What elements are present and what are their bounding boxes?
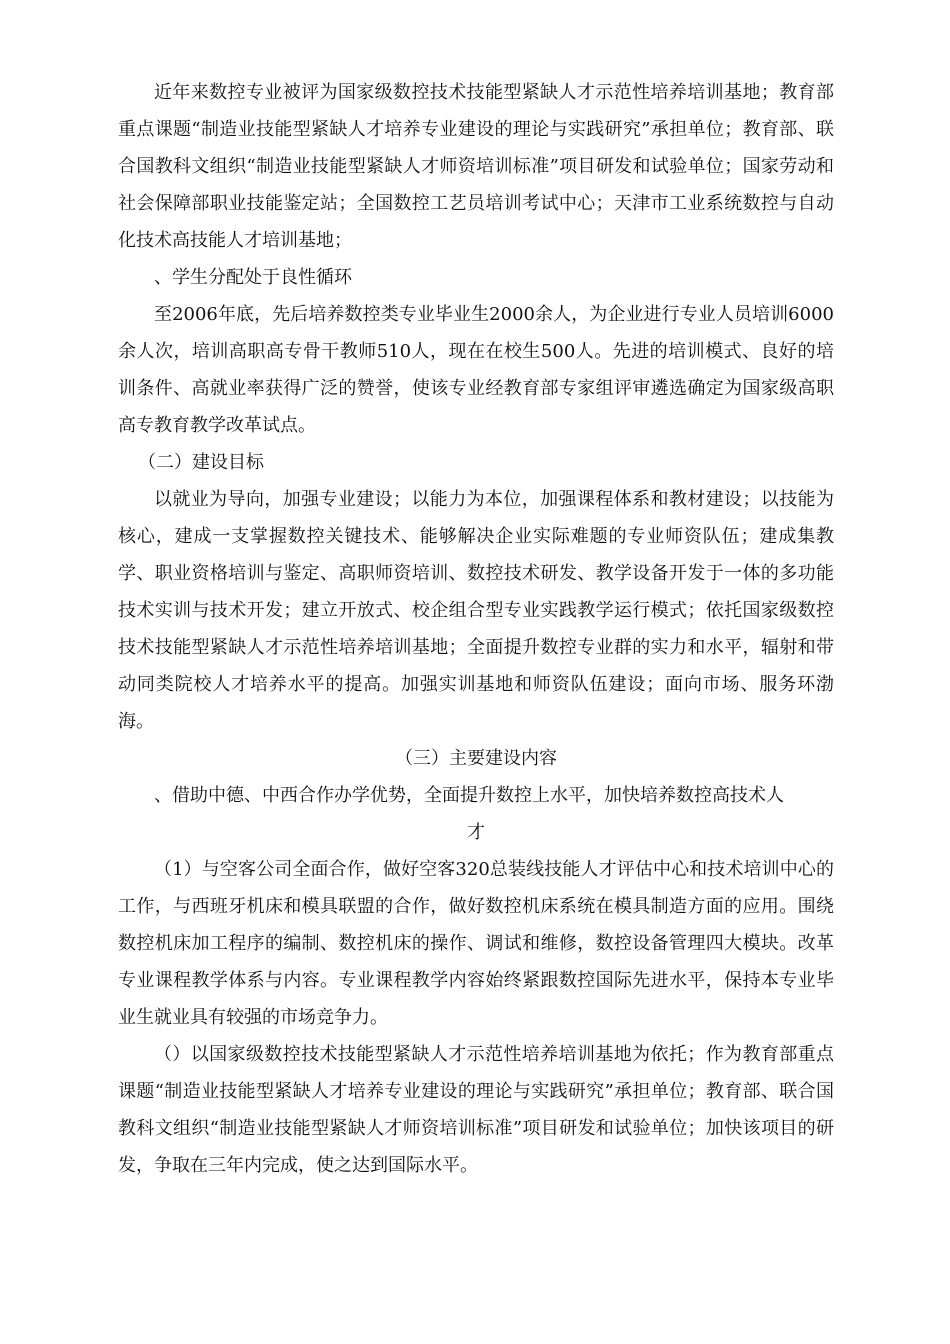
subheading-cooperation-advantage: 、借助中德、中西合作办学优势，全面提升数控上水平，加快培养数控高技术人: [154, 785, 784, 806]
subheading-graduate-placement: 、学生分配处于良性循环: [154, 267, 352, 288]
paragraph-item-national-base: （）以国家级数控技术技能型紧缺人才示范性培养培训基地为依托；作为教育部重点课题“制造业技能型紧缺人才培养专业建设的理论与实践研究”承担单位；教育部、联合国教科文组织“制造业技能型紧缺人才师资培训标准”项目研发和试验单位；加快该项目的研发，争取在三年内完成，使之达到国际水平。: [118, 1044, 834, 1176]
section-heading-main-content: （三）主要建设内容: [395, 748, 557, 769]
section-heading-construction-goals: （二）建设目标: [138, 452, 264, 473]
paragraph-construction-goals: 以就业为导向，加强专业建设；以能力为本位，加强课程体系和教材建设；以技能为核心，建成一支掌握数控关键技术、能够解决企业实际难题的专业师资队伍；建成集教学、职业资格培训与鉴定、高职师资培训、数控技术研发、教学设备开发于一体的多功能技术实训与技术开发；建立开放式、校企组合型专业实践教学运行模式；依托国家级数控技术技能型紧缺人才示范性培养培训基地；全面提升数控专业群的实力和水平，辐射和带动同类院校人才培养水平的提高。加强实训基地和师资队伍建设；面向市场、服务环渤海。: [118, 489, 834, 732]
paragraph-training-achievements: 至2006年底，先后培养数控类专业毕业生2000余人，为企业进行专业人员培训6000余人次，培训高职高专骨干教师510人，现在在校生500人。先进的培训模式、良好的培训条件、高就业率获得广泛的赞誉，使该专业经教育部专家组评审遴选确定为国家级高职高专教育教学改革试点。: [118, 304, 834, 436]
document-page: [118, 74, 834, 1184]
paragraph-base-honors: 近年来数控专业被评为国家级数控技术技能型紧缺人才示范性培养培训基地；教育部重点课题“制造业技能型紧缺人才培养专业建设的理论与实践研究”承担单位；教育部、联合国教科文组织“制造业技能型紧缺人才师资培训标准”项目研发和试验单位；国家劳动和社会保障部职业技能鉴定站；全国数控工艺员培训考试中心；天津市工业系统数控与自动化技术高技能人才培训基地；: [118, 82, 834, 251]
subheading-continuation: 才: [467, 822, 485, 843]
paragraph-item-airbus-cooperation: （1）与空客公司全面合作，做好空客320总装线技能人才评估中心和技术培训中心的工作，与西班牙机床和模具联盟的合作，做好数控机床系统在模具制造方面的应用。围绕数控机床加工程序的编制、数控机床的操作、调试和维修，数控设备管理四大模块。改革专业课程教学体系与内容。专业课程教学内容始终紧跟数控国际先进水平，保持本专业毕业生就业具有较强的市场竞争力。: [118, 859, 834, 1028]
